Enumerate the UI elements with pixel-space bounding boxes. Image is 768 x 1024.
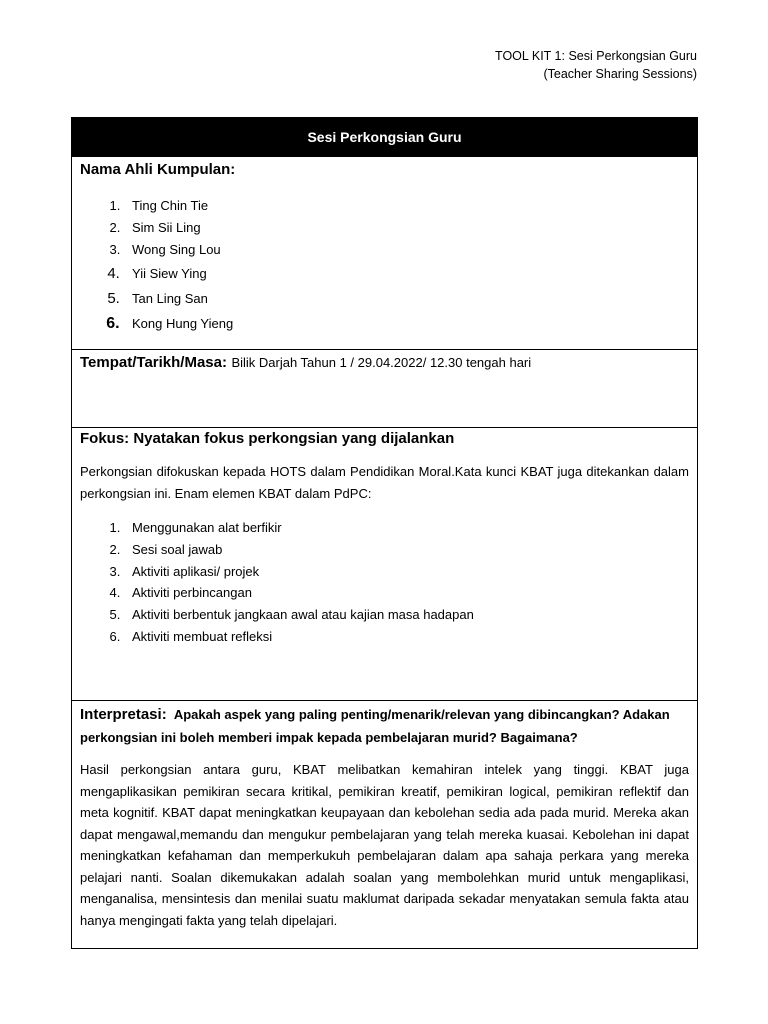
place-date-time-value: Bilik Darjah Tahun 1 / 29.04.2022/ 12.30 tengah hari <box>231 355 532 370</box>
place-date-time-heading: Tempat/Tarikh/Masa: <box>80 354 227 371</box>
focus-paragraph: Perkongsian difokuskan kepada HOTS dalam Pendidikan Moral.Kata kunci KBAT juga ditekankan dalam perkongsian ini. Enam elemen KBAT dalam PdPC: <box>80 464 689 501</box>
interpretation-section <box>72 701 697 948</box>
place-date-time-section <box>72 350 697 428</box>
focus-section <box>72 428 697 701</box>
hots-element-item: 3. Aktiviti aplikasi/ projek <box>124 561 689 583</box>
member-item: 1. Ting Chin Tie <box>124 195 689 217</box>
hots-element-item: 5. Aktiviti berbentuk jangkaan awal atau kajian masa hadapan <box>124 604 689 626</box>
hots-element-item: 1. Menggunakan alat berfikir <box>124 517 689 539</box>
member-item: 4. Yii Siew Ying <box>124 261 689 286</box>
member-item: 5. Tan Ling San <box>124 286 689 311</box>
hots-element-item: 4. Aktiviti perbincangan <box>124 582 689 604</box>
members-heading: Nama Ahli Kumpulan: <box>80 161 236 178</box>
toolkit-subtitle: (Teacher Sharing Sessions) <box>543 67 697 81</box>
member-item: 6. Kong Hung Yieng <box>124 311 689 336</box>
hots-element-item: 6. Aktiviti membuat refleksi <box>124 626 689 648</box>
toolkit-title: TOOL KIT 1: Sesi Perkongsian Guru <box>495 49 697 63</box>
focus-heading: Fokus: Nyatakan fokus perkongsian yang dijalankan <box>80 430 455 447</box>
members-section <box>72 157 697 350</box>
member-item: 3. Wong Sing Lou <box>124 239 689 261</box>
toolkit-header-note <box>495 47 697 83</box>
interpretation-question-block <box>80 701 689 749</box>
interpretation-question: Apakah aspek yang paling penting/menarik/relevan yang dibincangkan? Adakan perkongsian ini boleh memberi impak kepada pembelajaran murid? Bagaimana? <box>80 707 670 745</box>
form-title: Sesi Perkongsian Guru <box>72 118 697 157</box>
member-item: 2. Sim Sii Ling <box>124 217 689 239</box>
sharing-session-form <box>71 117 698 949</box>
members-list <box>80 195 689 336</box>
interpretation-answer: Hasil perkongsian antara guru, KBAT melibatkan kemahiran intelek yang tinggi. KBAT juga mengaplikasikan pemikiran secara kritikal, pemikiran kreatif, pemikiran logical, pemikiran reflektif dan meta kognitif. KBAT dapat meningkatkan keupayaan dan kebolehan sedia ada pada murid. Mereka akan dapat mengawal,memandu dan mengukur pembelajaran yang telah mereka kuasai. Kebolehan ini dapat meningkatkan kefahaman dan memperkukuh pembelajaran dalam apa sahaja perkara yang mereka pelajari nanti. Soalan dikemukakan adalah soalan yang membolehkan murid untuk mengaplikasi, menganalisa, mensintesis dan menilai suatu maklumat daripada sekadar menyatakan semula fakta atau hanya mengingati fakta yang telah dipelajari. <box>80 762 689 928</box>
hots-element-item: 2. Sesi soal jawab <box>124 539 689 561</box>
hots-elements-list <box>80 517 689 648</box>
interpretation-heading: Interpretasi: <box>80 706 167 723</box>
